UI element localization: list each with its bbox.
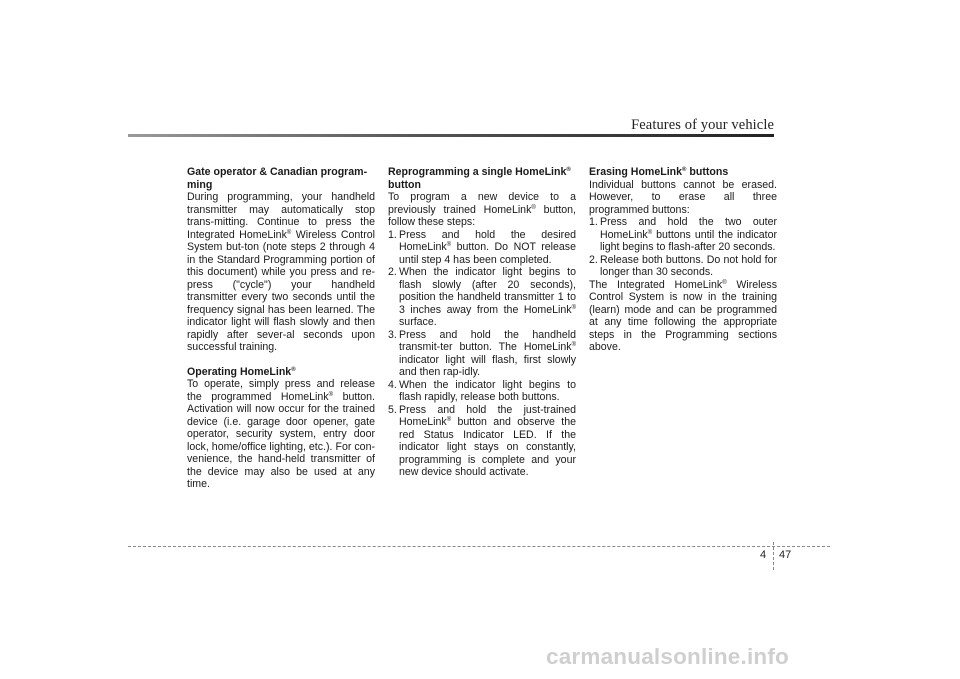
text: indicator light will flash, first slowly and then rap-idly. xyxy=(399,353,576,378)
heading-reprogramming xyxy=(388,166,576,191)
text: button. Activation will now occur for the trained device (i.e. garage door opener, gate operator, security system, entry door lock, home/office lighting, etc.). For con-venience, the hand-held transmitter of the device may also be used at any time. xyxy=(187,390,375,490)
heading-gate-operator: Gate operator & Canadian program-ming xyxy=(187,166,368,191)
step-number: 2. xyxy=(589,253,598,266)
registered-mark: ® xyxy=(571,304,576,311)
text: button. Do NOT release until step 4 has been completed. xyxy=(399,241,576,266)
registered-mark: ® xyxy=(286,229,292,236)
text: During programming, your handheld transmitter may automatically stop trans-mitting. Continue to press the Integrated HomeLink xyxy=(187,191,375,241)
paragraph-reprogramming-intro xyxy=(388,191,576,229)
text: buttons until the indicator light begins to flash-after 20 seconds. xyxy=(600,228,777,253)
text: button xyxy=(388,178,421,191)
paragraph-gate-operator xyxy=(187,191,375,354)
text: When the indicator light begins to flash rapidly, release both buttons. xyxy=(399,378,576,403)
header-rule xyxy=(128,134,774,137)
text: To operate, simply press and release the programmed HomeLink xyxy=(187,378,375,403)
registered-mark: ® xyxy=(566,167,571,173)
paragraph-operating-homelink xyxy=(187,378,375,491)
registered-mark: ® xyxy=(722,279,727,286)
paragraph-training-mode xyxy=(589,279,777,354)
registered-mark: ® xyxy=(571,342,576,348)
text: To program a new device to a previously trained HomeLink xyxy=(388,191,576,216)
text: button and observe the red Status Indicator LED. If the indicator light stays on constantly, programming is complete and your new device should activate. xyxy=(399,416,576,478)
paragraph-erasing-intro: Individual buttons cannot be erased. However, to erase all three programmed buttons: xyxy=(589,178,777,216)
column-2 xyxy=(388,166,576,479)
text: The Integrated HomeLink xyxy=(589,278,723,291)
heading-operating-homelink xyxy=(187,366,375,379)
registered-mark: ® xyxy=(291,366,296,373)
text: Wireless Control System is now in the training (learn) mode and can be programmed at any time following the appropriate steps in the Programming sections above. xyxy=(589,278,778,353)
text: button, follow these steps: xyxy=(388,203,576,228)
step-item xyxy=(589,254,777,279)
text: buttons xyxy=(686,166,729,178)
page-number: 47 xyxy=(779,549,792,561)
text: Wireless Control System but-ton (note steps 2 through 4 in the Standard Programming portion of this document) while you press and re-press ("cycle") your handheld transmitter every two seconds until the frequency signal has been learned. The indicator light will flash slowly and then rapidly after sever-al seconds upon successful training. xyxy=(187,228,375,353)
registered-mark: ® xyxy=(682,167,687,173)
step-number: 3. xyxy=(388,328,397,341)
column-1 xyxy=(187,166,375,491)
chapter-number: 4 xyxy=(760,549,767,561)
text: Reprogramming a single HomeLink xyxy=(388,166,567,178)
step-item xyxy=(589,216,777,254)
text: Press and hold the two outer HomeLink xyxy=(600,216,777,241)
registered-mark: ® xyxy=(647,229,653,236)
column-3 xyxy=(589,166,777,354)
step-number: 2. xyxy=(388,266,397,278)
heading-erasing xyxy=(589,166,777,179)
step-number: 4. xyxy=(388,378,397,391)
step-number: 1. xyxy=(388,228,397,241)
footer-rule xyxy=(128,546,830,547)
step-item xyxy=(388,404,576,479)
text: Operating HomeLink xyxy=(187,365,292,378)
step-number: 1. xyxy=(589,216,598,228)
text: Erasing HomeLink xyxy=(589,166,683,178)
step-number: 5. xyxy=(388,403,397,416)
text: Press and hold the just-trained HomeLink xyxy=(399,403,576,428)
text: Press and hold the handheld transmit-ter button. The HomeLink xyxy=(399,328,576,353)
step-item xyxy=(388,229,576,267)
registered-mark: ® xyxy=(328,391,334,398)
text: Press and hold the desired HomeLink xyxy=(399,228,576,253)
step-item xyxy=(388,329,576,379)
step-item xyxy=(388,266,576,329)
registered-mark: ® xyxy=(446,417,452,423)
text: surface. xyxy=(399,316,437,328)
step-item xyxy=(388,379,576,404)
registered-mark: ® xyxy=(531,204,536,211)
watermark: carmanualsonline.info xyxy=(546,644,789,669)
text: When the indicator light begins to flash slowly (after 20 seconds), position the handheld transmitter 1 to 3 inches away from the HomeLink xyxy=(399,266,576,316)
footer-separator xyxy=(773,542,774,570)
registered-mark: ® xyxy=(446,242,452,248)
header-title: Features of your vehicle xyxy=(631,117,774,133)
text: Release both buttons. Do not hold for longer than 30 seconds. xyxy=(600,253,777,278)
